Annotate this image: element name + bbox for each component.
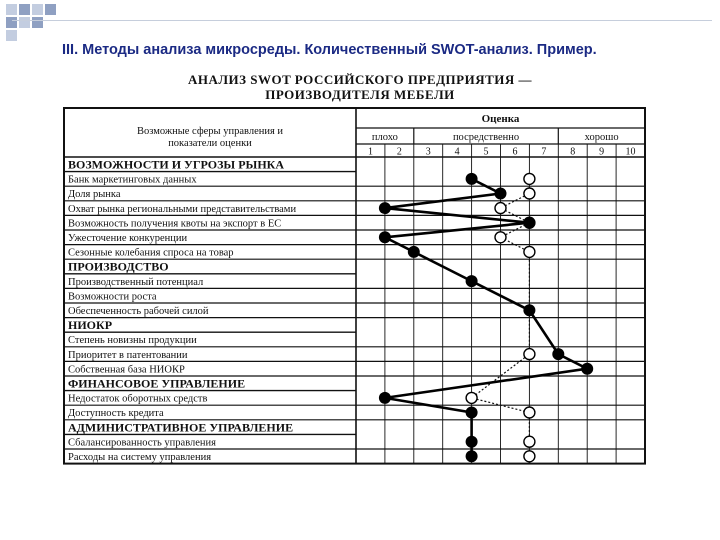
scale-tick-label: 2 [396, 146, 402, 158]
section-title: НИОКР [68, 318, 113, 333]
scale-tick-label: 5 [483, 146, 489, 158]
row-label: Приоритет в патентовании [68, 349, 188, 361]
target-point [524, 407, 535, 418]
row-label: Ужесточение конкуренции [68, 233, 188, 244]
row-label: Банк маркетинговых данных [68, 174, 197, 186]
row-label: Недостаток оборотных средств [68, 393, 208, 405]
actual-point [581, 363, 593, 375]
target-point [524, 173, 535, 184]
scale-tick-label: 1 [367, 146, 373, 158]
rows-header: показатели оценки [168, 138, 252, 149]
actual-point [466, 275, 478, 287]
scale-tick-label: 4 [454, 146, 460, 158]
scale-group-label: плохо [371, 132, 398, 143]
section-title: АДМИНИСТРАТИВНОЕ УПРАВЛЕНИЕ [68, 420, 294, 435]
section-title: ВОЗМОЖНОСТИ И УГРОЗЫ РЫНКА [68, 157, 285, 172]
target-point [524, 451, 535, 462]
slide-title: III. Методы анализа микросреды. Количественный SWOT-анализ. Пример. [62, 42, 597, 58]
chart-title-line: АНАЛИЗ SWOT РОССИЙСКОГО ПРЕДПРИЯТИЯ — [187, 72, 532, 87]
target-point [495, 232, 506, 243]
scale-tick-label: 9 [599, 146, 605, 158]
target-point [466, 392, 477, 403]
actual-point [523, 304, 535, 316]
actual-point [466, 436, 478, 448]
scale-tick-label: 8 [570, 146, 576, 158]
row-label: Степень новизны продукции [68, 335, 197, 347]
section-title: ПРОИЗВОДСТВО [68, 259, 169, 274]
row-label: Доступность кредита [68, 408, 164, 420]
actual-point [379, 392, 391, 404]
actual-point [495, 188, 507, 200]
target-point [524, 188, 535, 199]
section-title: ФИНАНСОВОЕ УПРАВЛЕНИЕ [68, 376, 246, 391]
target-point [495, 203, 506, 214]
chart-title-line: ПРОИЗВОДИТЕЛЯ МЕБЕЛИ [265, 87, 455, 102]
actual-point [523, 217, 535, 229]
actual-point [379, 231, 391, 243]
row-label: Охват рынка региональными представительствами [68, 203, 297, 215]
scale-group-label: посредственно [452, 132, 520, 143]
target-point [524, 436, 535, 447]
row-label: Обеспеченность рабочей силой [68, 306, 209, 317]
score-header: Оценка [481, 113, 520, 125]
actual-point [466, 173, 478, 185]
row-label: Возможность получения квоты на экспорт в ЕС [68, 218, 282, 230]
scale-tick-label: 3 [425, 146, 431, 158]
scale-group-label: хорошо [584, 132, 619, 143]
actual-point [552, 348, 564, 360]
row-label: Собственная база НИОКР [68, 364, 185, 376]
row-label: Сбалансированность управления [68, 437, 216, 449]
scale-tick-label: 10 [625, 146, 636, 158]
row-label: Расходы на систему управления [68, 452, 212, 463]
actual-point [379, 202, 391, 214]
actual-point [408, 246, 420, 258]
target-point [524, 349, 535, 360]
row-label: Возможности роста [68, 291, 157, 303]
row-label: Производственный потенциал [68, 276, 204, 288]
scale-tick-label: 7 [541, 146, 547, 158]
actual-point [466, 450, 478, 462]
actual-point [466, 407, 478, 419]
target-point [524, 246, 535, 257]
row-label: Сезонные колебания спроса на товар [68, 247, 234, 259]
row-label: Доля рынка [68, 189, 121, 201]
rows-header: Возможные сферы управления и [136, 126, 284, 137]
scale-tick-label: 6 [512, 146, 518, 158]
